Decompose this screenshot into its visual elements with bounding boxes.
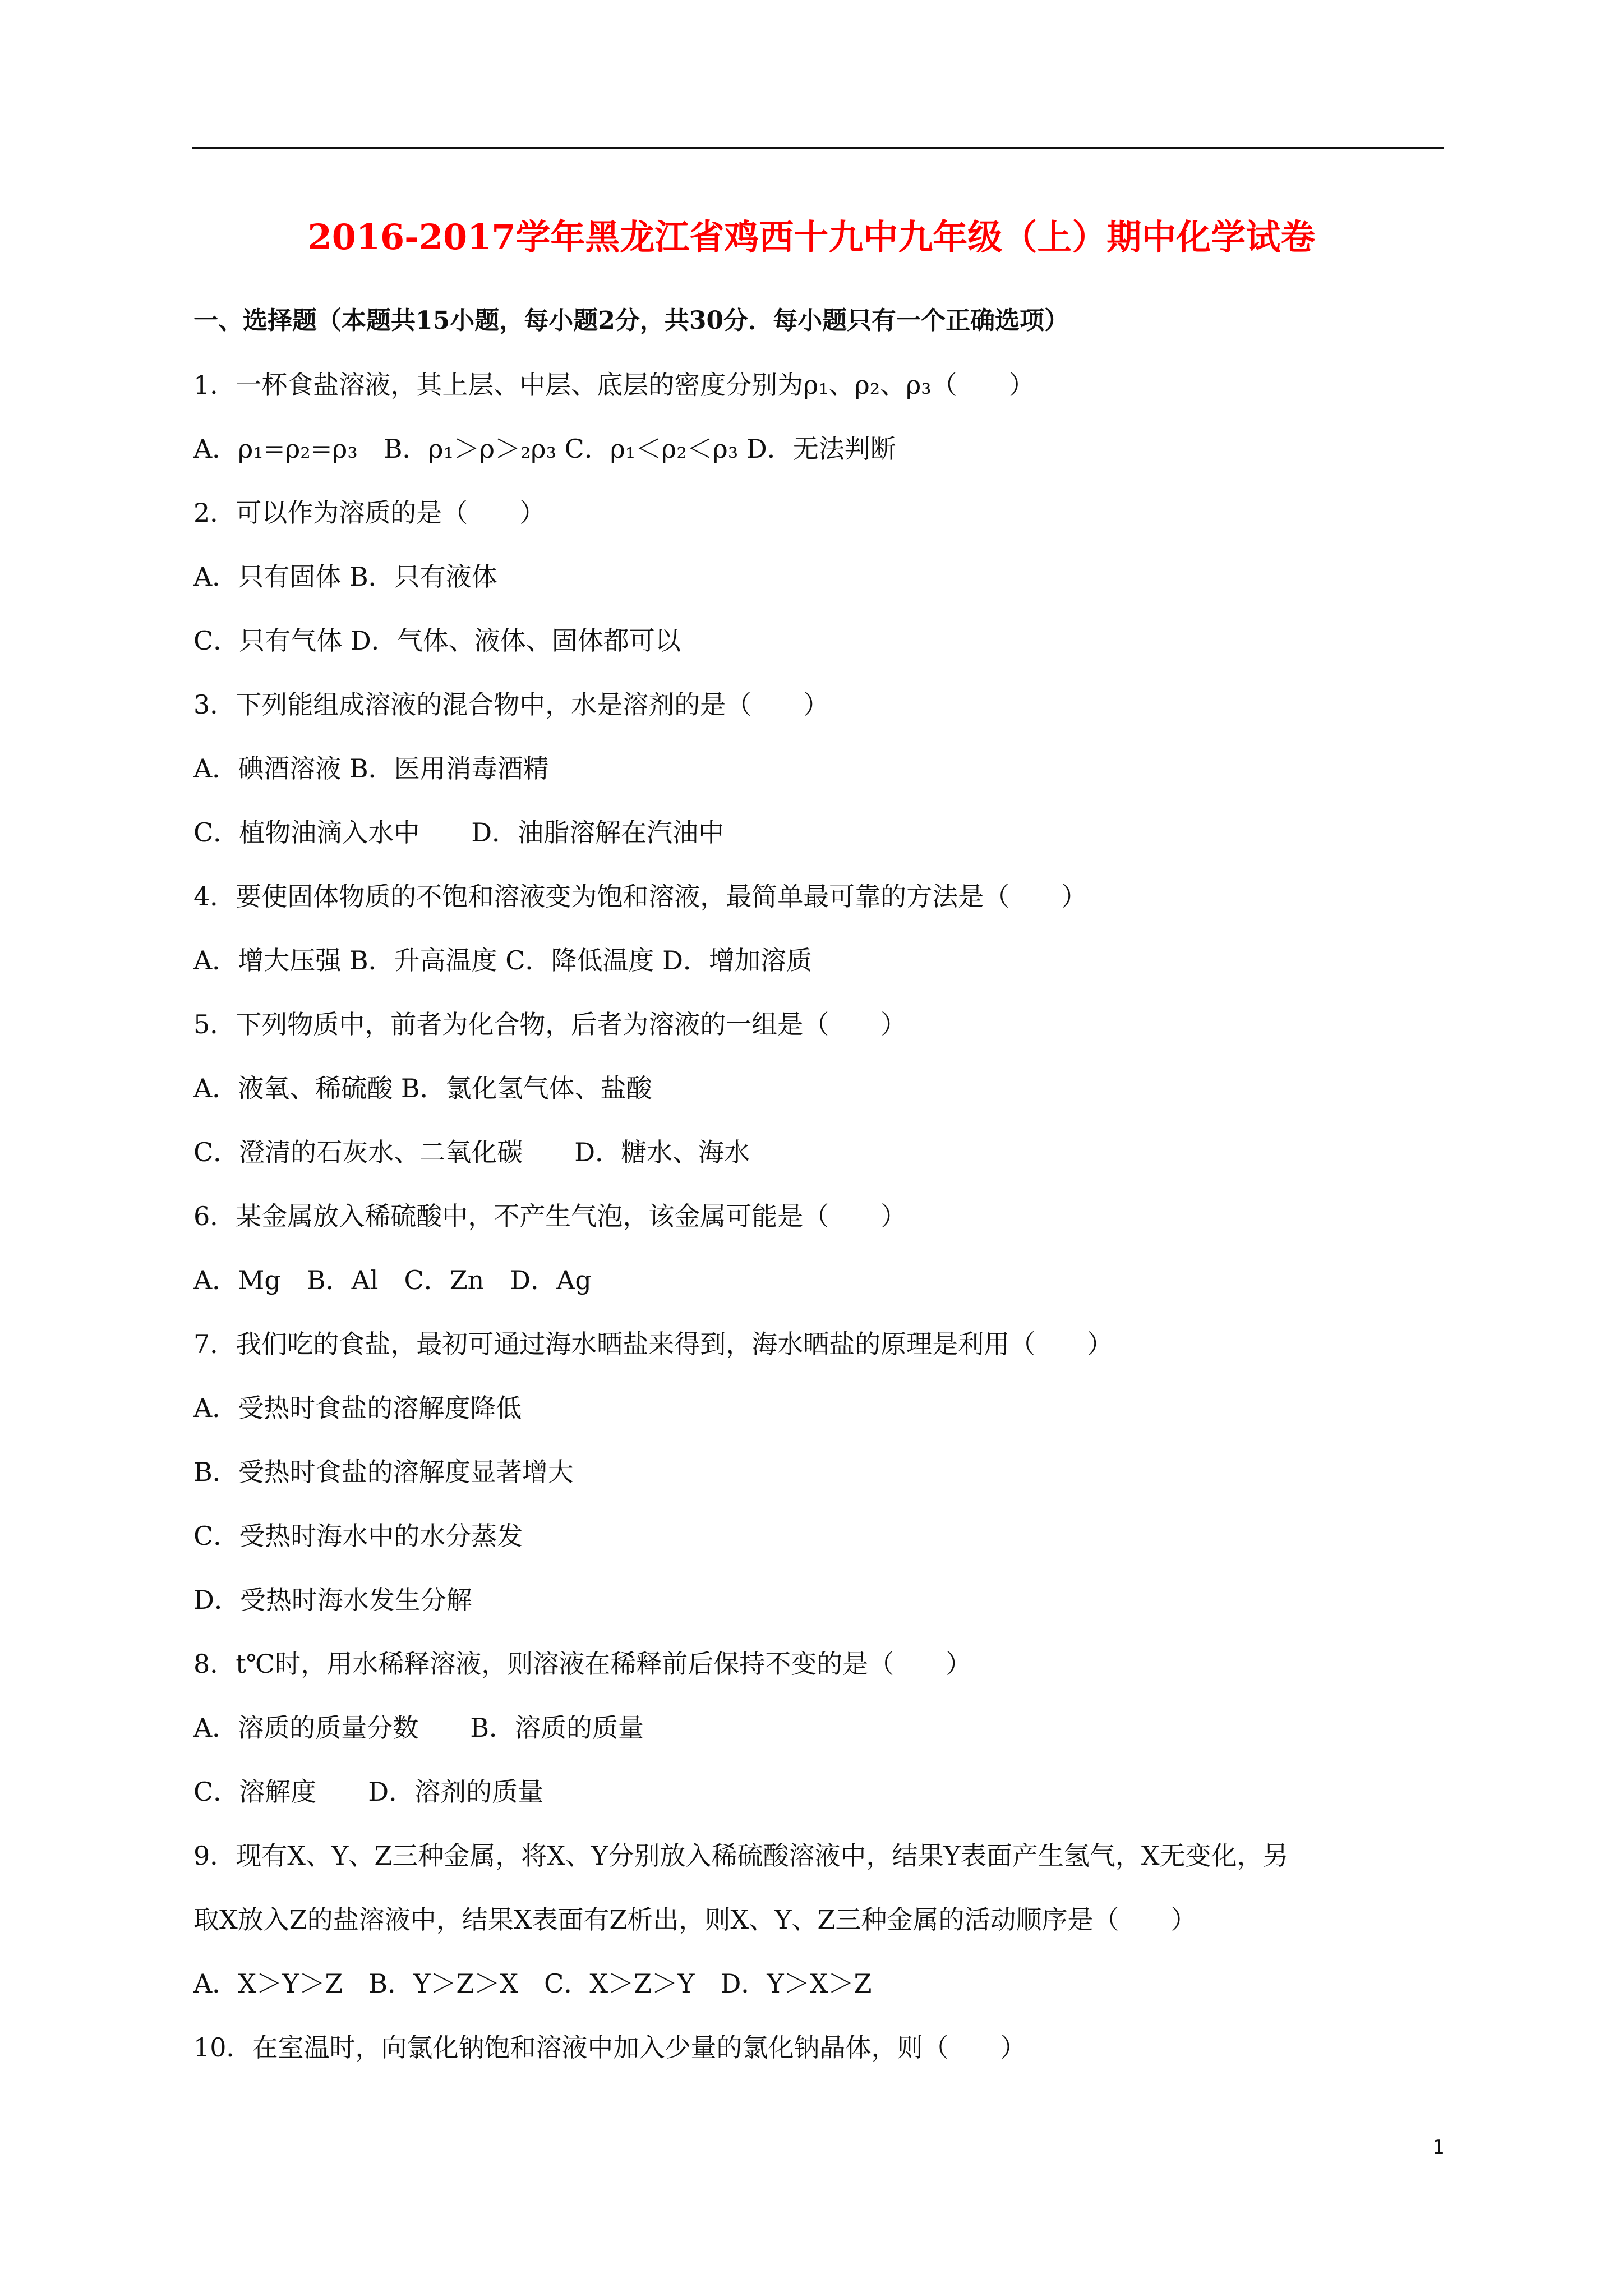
question-6-options: A．Mg B．Al C．Zn D．Ag — [193, 1265, 592, 1295]
question-7-option-b: B．受热时食盐的溶解度显著增大 — [193, 1457, 574, 1487]
question-5-options-ab: A．液氧、稀硫酸 B．氯化氢气体、盐酸 — [193, 1073, 652, 1103]
question-3-options-cd: C．植物油滴入水中 D．油脂溶解在汽油中 — [193, 817, 725, 848]
document-body — [193, 289, 1444, 2079]
page-number: 1 — [1432, 2136, 1445, 2159]
question-9-line-1: 9．现有X、Y、Z三种金属，将X、Y分别放入稀硫酸溶液中，结果Y表面产生氢气，X无变化，另 — [193, 1841, 1289, 1871]
question-5: 5．下列物质中，前者为化合物，后者为溶液的一组是（ ） — [193, 1009, 907, 1039]
question-10: 10．在室温时，向氯化钠饱和溶液中加入少量的氯化钠晶体，则（ ） — [193, 2032, 1026, 2063]
question-3: 3．下列能组成溶液的混合物中，水是溶剂的是（ ） — [193, 689, 829, 720]
question-8-options-cd: C．溶解度 D．溶剂的质量 — [193, 1777, 544, 1807]
question-6: 6．某金属放入稀硫酸中，不产生气泡，该金属可能是（ ） — [193, 1201, 907, 1231]
question-4-options: A．增大压强 B．升高温度 C．降低温度 D．增加溶质 — [193, 945, 812, 976]
section-heading: 一、选择题（本题共15小题，每小题2分，共30分．每小题只有一个正确选项） — [193, 306, 1069, 335]
question-5-options-cd: C．澄清的石灰水、二氧化碳 D．糖水、海水 — [193, 1137, 750, 1167]
question-3-options-ab: A．碘酒溶液 B．医用消毒酒精 — [193, 753, 549, 784]
question-1: 1．一杯食盐溶液，其上层、中层、底层的密度分别为ρ₁、ρ₂、ρ₃（ ） — [193, 370, 1035, 400]
question-8-options-ab: A．溶质的质量分数 B．溶质的质量 — [193, 1713, 644, 1743]
question-7-option-c: C．受热时海水中的水分蒸发 — [193, 1521, 523, 1551]
question-1-options: A．ρ₁=ρ₂=ρ₃ B．ρ₁＞ρ＞₂ρ₃ C．ρ₁＜ρ₂＜ρ₃ D．无法判断 — [193, 434, 896, 464]
question-2-options-cd: C．只有气体 D．气体、液体、固体都可以 — [193, 625, 681, 656]
question-9-options: A．X＞Y＞Z B．Y＞Z＞X C．X＞Z＞Y D．Y＞X＞Z — [193, 1968, 872, 1999]
question-7: 7．我们吃的食盐，最初可通过海水晒盐来得到，海水晒盐的原理是利用（ ） — [193, 1329, 1113, 1359]
question-7-option-a: A．受热时食盐的溶解度降低 — [193, 1393, 522, 1423]
question-7-option-d: D．受热时海水发生分解 — [193, 1585, 472, 1615]
question-8: 8．t℃时，用水稀释溶液，则溶液在稀释前后保持不变的是（ ） — [193, 1649, 972, 1679]
question-4: 4．要使固体物质的不饱和溶液变为饱和溶液，最简单最可靠的方法是（ ） — [193, 881, 1087, 912]
question-2-options-ab: A．只有固体 B．只有液体 — [193, 562, 497, 592]
question-2: 2．可以作为溶质的是（ ） — [193, 498, 546, 528]
header-rule — [192, 147, 1444, 149]
question-9-line-2: 取X放入Z的盐溶液中，结果X表面有Z析出，则X、Y、Z三种金属的活动顺序是（ ） — [193, 1904, 1197, 1935]
document-title: 2016-2017学年黑龙江省鸡西十九中九年级（上）期中化学试卷 — [307, 217, 1316, 257]
